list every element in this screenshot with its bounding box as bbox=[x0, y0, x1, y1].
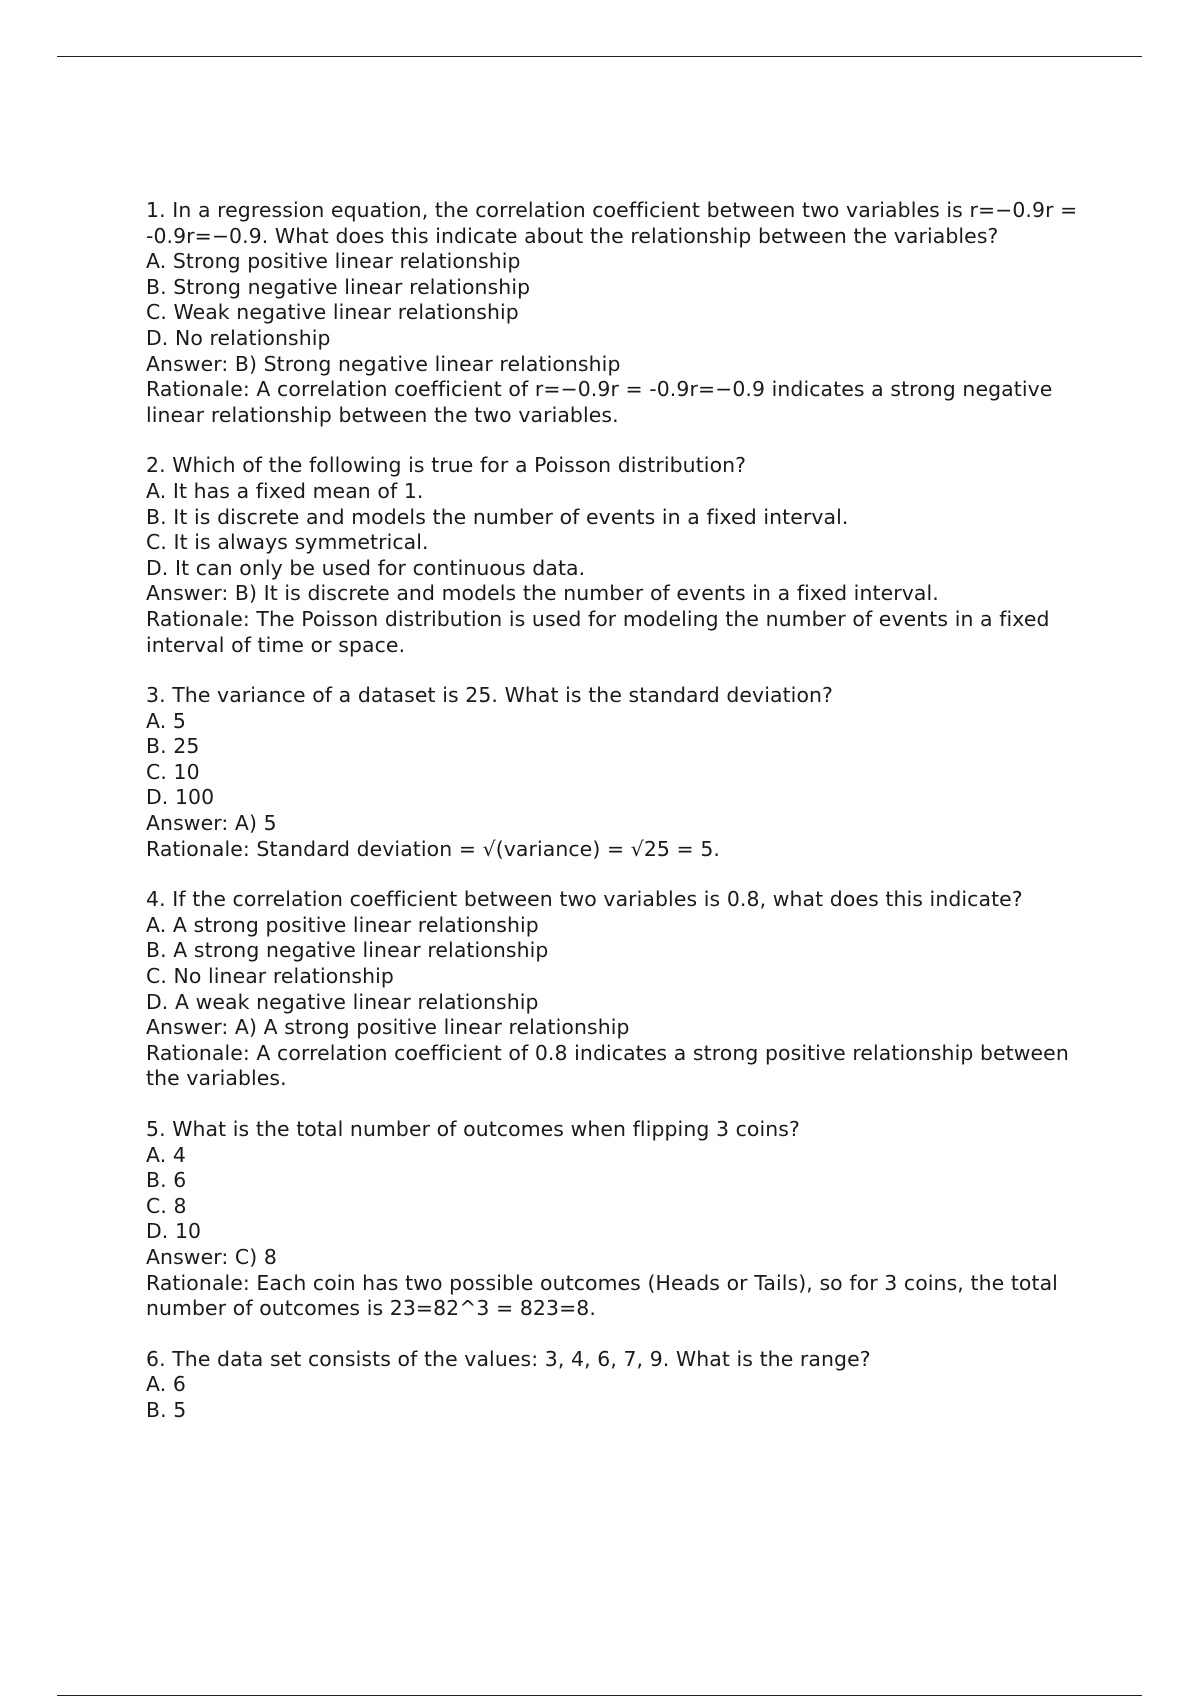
bottom-rule bbox=[57, 1695, 1142, 1696]
option-b: B. 6 bbox=[146, 1168, 187, 1193]
option-d: D. A weak negative linear relationship bbox=[146, 989, 539, 1014]
option-c: C. 10 bbox=[146, 759, 200, 784]
question-3 bbox=[146, 683, 1096, 862]
option-c: C. It is always symmetrical. bbox=[146, 530, 429, 555]
option-d: D. It can only be used for continuous data. bbox=[146, 555, 586, 580]
option-a: A. 5 bbox=[146, 708, 186, 733]
rationale-line: Rationale: Each coin has two possible outcomes (Heads or Tails), so for 3 coins, the total number of outcomes is 23=82^3 = 823=8. bbox=[146, 1270, 1065, 1321]
option-a: A. 6 bbox=[146, 1372, 186, 1397]
rationale-line: Rationale: The Poisson distribution is used for modeling the number of events in a fixed interval of time or space. bbox=[146, 606, 1057, 657]
rationale-line: Rationale: A correlation coefficient of 0.8 indicates a strong positive relationship between the variables. bbox=[146, 1040, 1076, 1091]
top-rule bbox=[57, 56, 1142, 57]
document-body bbox=[146, 198, 1096, 1449]
question-stem: 1. In a regression equation, the correlation coefficient between two variables is r=−0.9r = -0.9r=−0.9. What does this indicate about the relationship between the variables? bbox=[146, 198, 1084, 248]
option-a: A. It has a fixed mean of 1. bbox=[146, 478, 424, 503]
option-d: D. No relationship bbox=[146, 325, 331, 350]
answer-line: Answer: A) A strong positive linear relationship bbox=[146, 1015, 630, 1040]
rationale-line: Rationale: Standard deviation = √(variance) = √25 = 5. bbox=[146, 836, 720, 861]
option-a: A. A strong positive linear relationship bbox=[146, 912, 539, 937]
option-b: B. It is discrete and models the number of events in a fixed interval. bbox=[146, 504, 849, 529]
option-b: B. Strong negative linear relationship bbox=[146, 274, 531, 299]
option-c: C. No linear relationship bbox=[146, 964, 394, 989]
question-stem: 4. If the correlation coefficient between two variables is 0.8, what does this indicate? bbox=[146, 887, 1023, 912]
option-a: A. 4 bbox=[146, 1142, 186, 1167]
question-1 bbox=[146, 198, 1096, 428]
option-a: A. Strong positive linear relationship bbox=[146, 249, 521, 274]
question-4 bbox=[146, 887, 1096, 1092]
answer-line: Answer: B) Strong negative linear relationship bbox=[146, 351, 621, 376]
rationale-line: Rationale: A correlation coefficient of r=−0.9r = -0.9r=−0.9 indicates a strong negative linear relationship between the two variables. bbox=[146, 377, 1059, 427]
option-d: D. 10 bbox=[146, 1219, 202, 1244]
option-b: B. A strong negative linear relationship bbox=[146, 938, 549, 963]
question-stem: 6. The data set consists of the values: 3, 4, 6, 7, 9. What is the range? bbox=[146, 1346, 871, 1371]
question-stem: 5. What is the total number of outcomes when flipping 3 coins? bbox=[146, 1117, 800, 1141]
question-5 bbox=[146, 1117, 1096, 1322]
answer-line: Answer: C) 8 bbox=[146, 1244, 277, 1269]
option-c: C. Weak negative linear relationship bbox=[146, 300, 519, 325]
option-d: D. 100 bbox=[146, 785, 215, 810]
question-2 bbox=[146, 453, 1096, 658]
question-stem: 2. Which of the following is true for a Poisson distribution? bbox=[146, 453, 747, 478]
question-stem: 3. The variance of a dataset is 25. What is the standard deviation? bbox=[146, 683, 833, 708]
answer-line: Answer: B) It is discrete and models the number of events in a fixed interval. bbox=[146, 581, 939, 606]
option-b: B. 25 bbox=[146, 734, 200, 759]
option-b: B. 5 bbox=[146, 1397, 187, 1422]
answer-line: Answer: A) 5 bbox=[146, 811, 277, 836]
question-6 bbox=[146, 1347, 1096, 1424]
option-c: C. 8 bbox=[146, 1193, 187, 1218]
